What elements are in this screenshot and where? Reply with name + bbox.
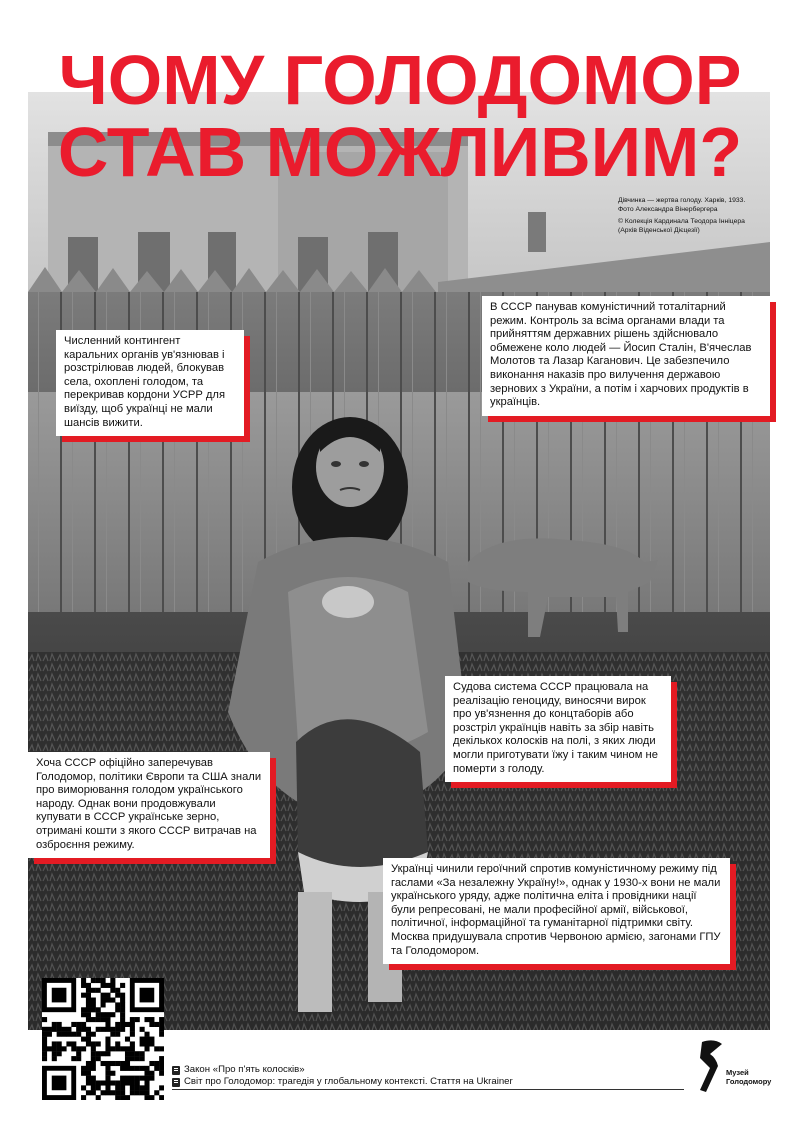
regime-text: В СССР панував комуністичний тоталітарний режим. Контроль за всіма органами влади та прийняттям державних рішень здійснювало обмежене коло людей — Йосип Сталін, В'ячеслав Молотов та Лазар Каганович. Це забезпечило виконання наказів про вилучення державою зернових з України, а потім і харчових продуктів в українців. [490, 301, 752, 409]
caption-line-3: © Колекція Кардинала Теодора Інніцера [618, 218, 745, 225]
poster-title [0, 41, 800, 191]
resistance-textbox [383, 858, 730, 964]
document-icon [172, 1078, 180, 1087]
resistance-text: Українці чинили героїчний спротив комуністичному режиму під гаслами «За незалежну Україну!», однак у 1930-х вони не мали українського уряду, адже політична еліта і провідники нації були репресовані, не мали професійної армії, військової, політичної, інформаційної та гуманітарної підтримки світу. Москва придушувала спротив Червоною армією, загонами ГПУ та Голодомором. [391, 863, 721, 957]
west-text: Хоча СССР офіційно заперечував Голодомор, політики Європи та США знали про виморювання голодом українського народу. Однак вони продовжували купувати в СССР українське зерно, отримані кошти з якого СССР витрачав на озброєння режиму. [36, 757, 262, 851]
title-line-1: ЧОМУ ГОЛОДОМОР [58, 41, 742, 119]
footer-divider [172, 1089, 684, 1090]
photo-caption [618, 196, 768, 235]
qr-code-icon [42, 978, 164, 1100]
museum-name [726, 1068, 771, 1086]
link-ukrainer-article-label: Світ про Голодомор: трагедія у глобальному контексті. Стаття на Ukrainer [184, 1076, 513, 1087]
courts-textbox [445, 676, 671, 782]
link-ukrainer-article[interactable] [172, 1076, 513, 1088]
caption-line-1: Дівчинка — жертва голоду. Харків, 1933. [618, 197, 746, 204]
footer-links [172, 1064, 513, 1088]
link-five-spikelets[interactable] [172, 1064, 513, 1076]
caption-line-2: Фото Александра Вінербергера [618, 206, 718, 213]
west-textbox [28, 752, 270, 858]
courts-text: Судова система СССР працювала на реалізацію геноциду, виносячи вирок про ув'язнення до концтаборів або розстріл українців навіть за збір навіть декількох колосків на полі, з яких люди могли приготувати їжу і таким чином не померти з голоду. [453, 681, 658, 775]
link-five-spikelets-label: Закон «Про п'ять колосків» [184, 1064, 305, 1075]
title-line-2: СТАВ МОЖЛИВИМ? [57, 113, 743, 191]
museum-name-line-2: Голодомору [726, 1077, 772, 1086]
qr-code[interactable] [42, 978, 164, 1100]
museum-name-line-1: Музей [726, 1068, 749, 1077]
repression-text: Численний контингент каральних органів ув'язнював і розстрілював людей, блокував села, охоплені голодом, та перекривав кордони УСРР для виїзду, щоб українці не мали шансів вижити. [64, 335, 226, 429]
document-icon [172, 1066, 180, 1075]
caption-line-4: (Архів Віденської Дієцезії) [618, 227, 700, 234]
repression-textbox [56, 330, 244, 436]
regime-textbox [482, 296, 770, 416]
